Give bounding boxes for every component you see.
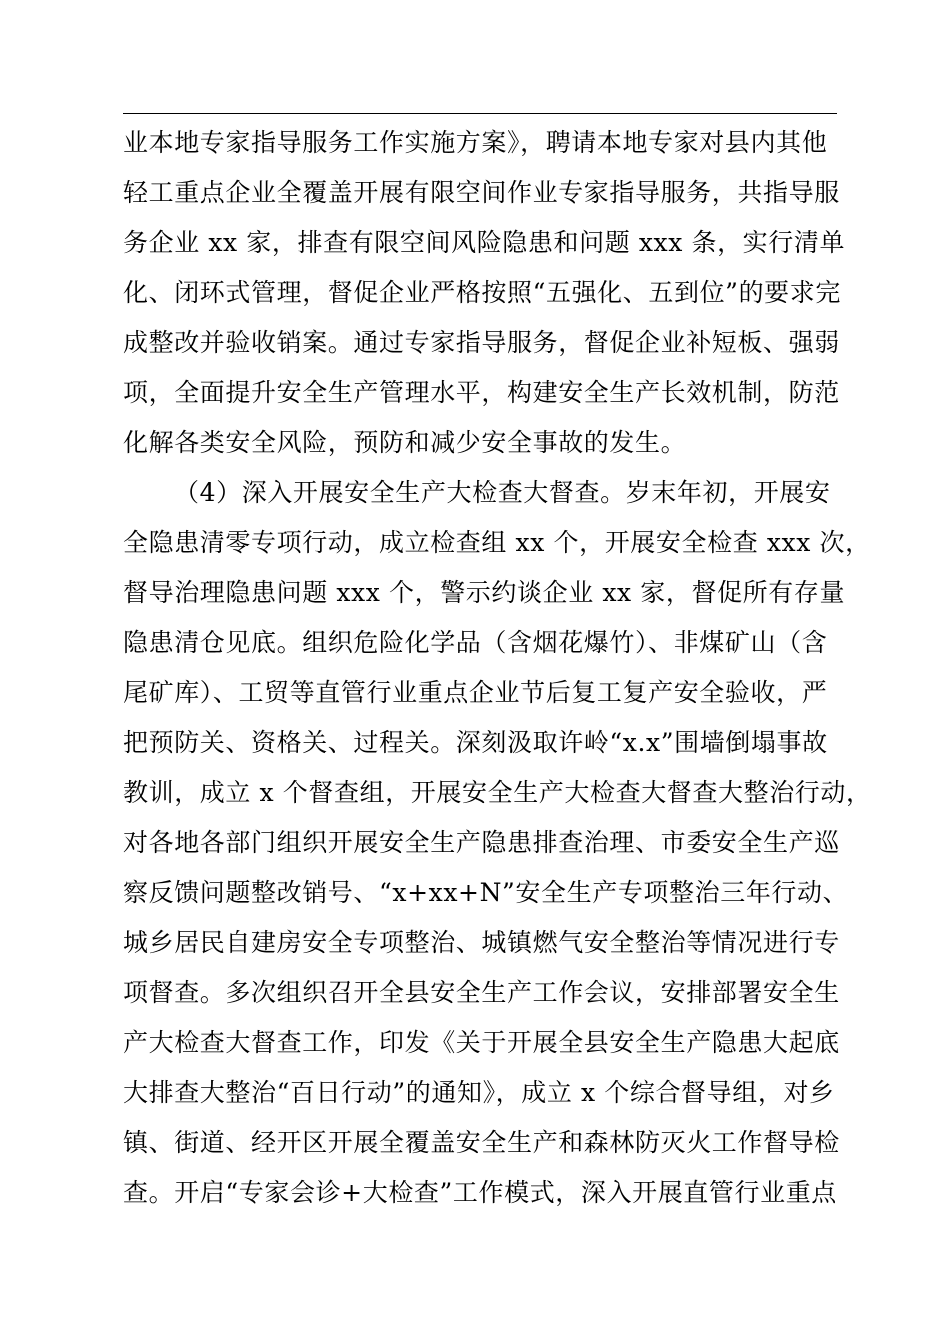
text-line: 务企业 xx 家，排查有限空间风险隐患和问题 xxx 条，实行清单: [123, 228, 846, 257]
text-line: 查。开启“专家会诊+大检查”工作模式，深入开展直管行业重点: [123, 1178, 837, 1207]
text-line: 尾矿库）、工贸等直管行业重点企业节后复工复产安全验收，严: [123, 678, 828, 707]
text-line: 项督查。多次组织召开全县安全生产工作会议，安排部署安全生: [123, 978, 840, 1007]
text-line: 教训，成立 x 个督查组，开展安全生产大检查大督查大整治行动，: [123, 778, 872, 807]
text-line: 轻工重点企业全覆盖开展有限空间作业专家指导服务，共指导服: [123, 178, 840, 207]
text-line: 产大检查大督查工作，印发《关于开展全县安全生产隐患大起底: [123, 1028, 840, 1057]
text-line: 督导治理隐患问题 xxx 个，警示约谈企业 xx 家，督促所有存量: [123, 578, 846, 607]
header-rule: [123, 113, 837, 114]
text-line: 化、闭环式管理，督促企业严格按照“五强化、五到位”的要求完: [123, 278, 841, 307]
text-line: 项，全面提升安全生产管理水平，构建安全生产长效机制，防范: [123, 378, 840, 407]
text-line: 镇、街道、经开区开展全覆盖安全生产和森林防灭火工作督导检: [123, 1128, 840, 1157]
text-line: 对各地各部门组织开展安全生产隐患排查治理、市委安全生产巡: [123, 828, 840, 857]
text-line: 成整改并验收销案。通过专家指导服务，督促企业补短板、强弱: [123, 328, 840, 357]
text-line: 业本地专家指导服务工作实施方案》，聘请本地专家对县内其他: [123, 128, 828, 157]
paragraph-heading-line: （4）深入开展安全生产大检查大督查。岁末年初，开展安: [174, 478, 831, 507]
text-line: 把预防关、资格关、过程关。深刻汲取许岭“x.x”围墙倒塌事故: [123, 728, 828, 757]
text-line: 全隐患清零专项行动，成立检查组 xx 个，开展安全检查 xxx 次，: [123, 528, 871, 557]
text-line: 大排查大整治“百日行动”的通知》，成立 x 个综合督导组，对乡: [123, 1078, 835, 1107]
text-line: 察反馈问题整改销号、“x+xx+N”安全生产专项整治三年行动、: [123, 878, 849, 907]
text-line: 城乡居民自建房安全专项整治、城镇燃气安全整治等情况进行专: [123, 928, 840, 957]
text-line: 化解各类安全风险，预防和减少安全事故的发生。: [123, 428, 687, 457]
text-line: 隐患清仓见底。组织危险化学品（含烟花爆竹）、非煤矿山（含: [123, 628, 828, 657]
